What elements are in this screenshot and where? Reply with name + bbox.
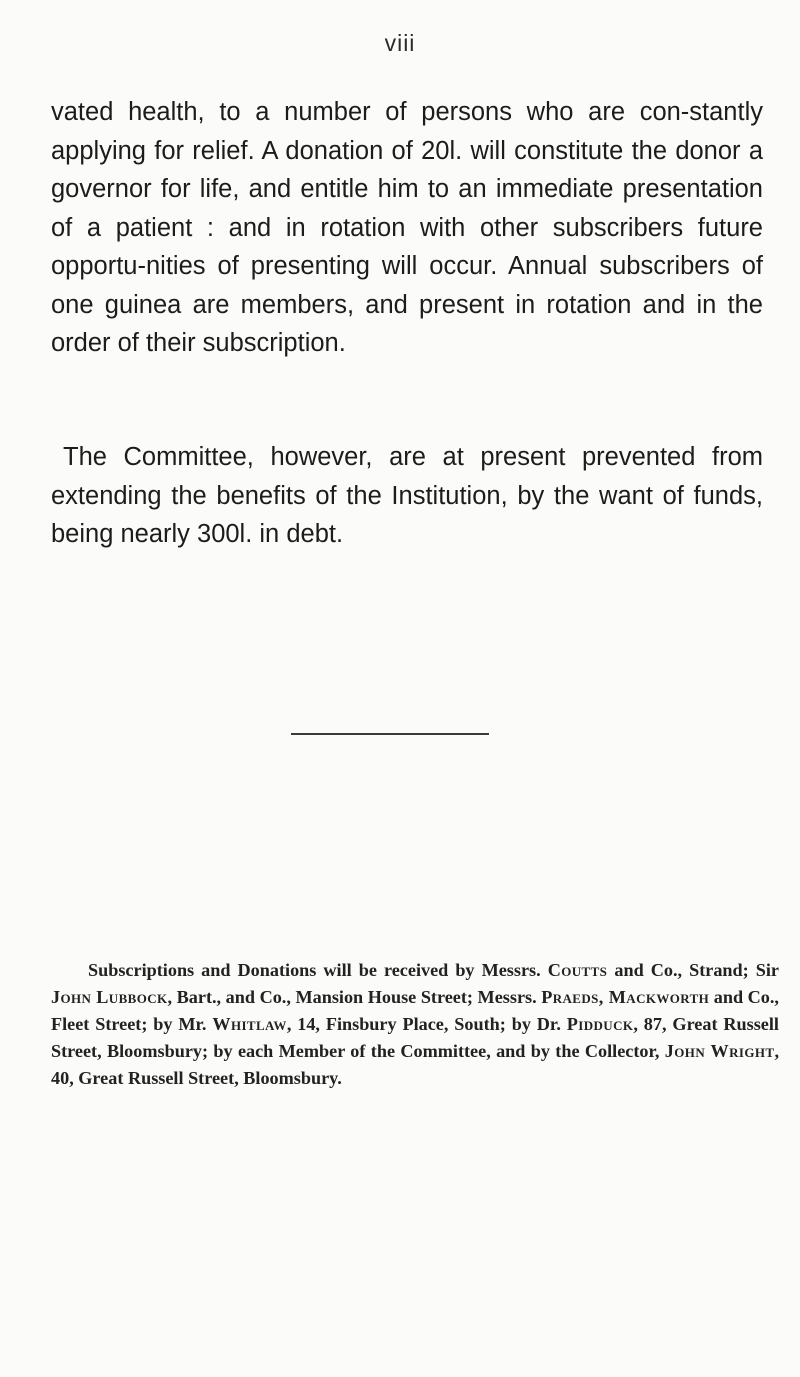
- page-number: viii: [384, 30, 416, 56]
- notice-text: and Co., Strand; Sir: [607, 960, 779, 980]
- notice-text: , 14, Finsbury Place, South; by Dr.: [286, 1014, 567, 1034]
- paragraph-health: vated health, to a number of persons who are con-stantly applying for relief. A donation of 20l. will constitute the donor a governor for life, and entitle him to an immediate presentation of a patient : and in rotation with other subscribers future opportu-nities of presenting will occur. Annual subscribers of one guinea are members, and present in rotation and in the order of their subscription.: [51, 98, 763, 357]
- notice-text: , 87, Great Russell Street, Bloomsbury; by each Member of the Committee, and by the Collector,: [51, 1014, 779, 1061]
- section-divider: [291, 733, 489, 735]
- notice-name-pidduck: Pidduck: [566, 1014, 634, 1034]
- notice-name-praeds: Praeds, Mackworth: [541, 987, 710, 1007]
- paragraph-committee: The Committee, however, are at present prevented from extending the benefits of the Institution, by the want of funds, being nearly 300l. in debt.: [51, 443, 763, 548]
- notice-name-whitlaw: Whitlaw: [212, 1014, 287, 1034]
- subscriptions-notice: [51, 957, 779, 1092]
- notice-text: , 40, Great Russell Street, Bloomsbury.: [51, 1041, 779, 1088]
- notice-name-lubbock: John Lubbock: [51, 987, 168, 1007]
- notice-text: , Bart., and Co., Mansion House Street; Messrs.: [167, 987, 542, 1007]
- notice-text: Subscriptions and Donations will be received by Messrs.: [88, 960, 548, 980]
- notice-name-wright: John Wright: [664, 1041, 775, 1061]
- notice-text: and Co., Fleet Street; by Mr.: [51, 987, 779, 1034]
- notice-name-coutts: Coutts: [547, 960, 608, 980]
